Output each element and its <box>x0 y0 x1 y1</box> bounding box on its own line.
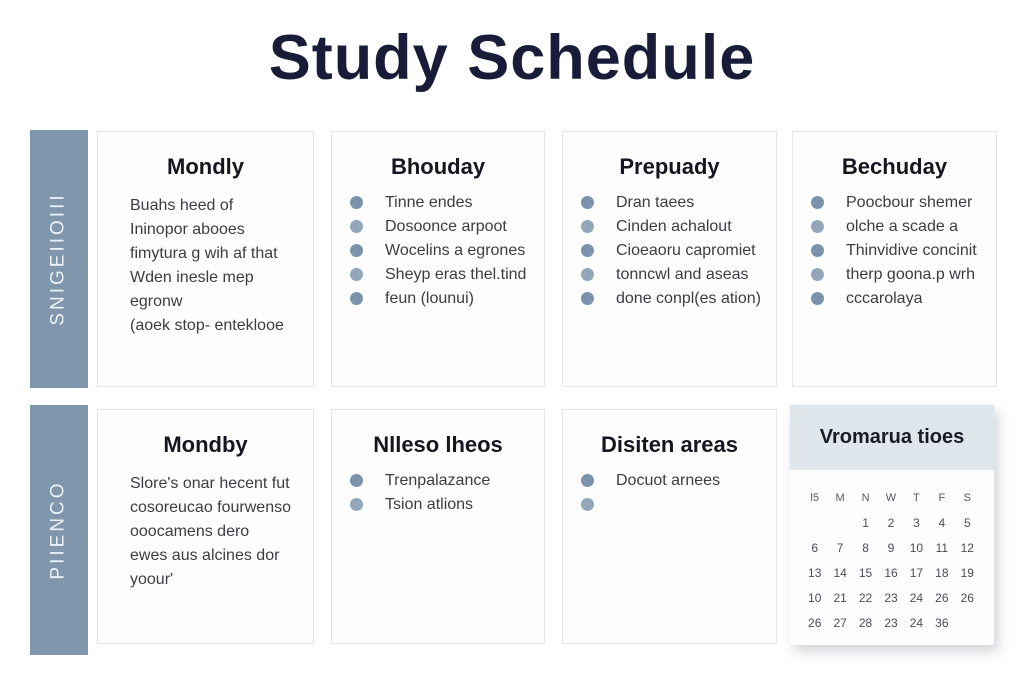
bullet-item <box>581 292 768 305</box>
card-bullet-list <box>563 472 776 511</box>
bullet-item <box>350 474 536 487</box>
calendar-day-cell: 23 <box>884 616 898 630</box>
bullet-label: Poocbour shemer <box>846 194 973 211</box>
bullet-item <box>350 268 536 281</box>
bullet-dot-icon <box>581 268 594 281</box>
paragraph-line: Ininopor abooes <box>130 221 245 238</box>
calendar-day-cell: 24 <box>909 591 924 605</box>
bullet-label: done conpl(es ation) <box>616 290 761 307</box>
bullet-label: Tinne endes <box>385 194 473 211</box>
calendar-day-cell: 21 <box>833 591 847 605</box>
paragraph-line: cosoreucao fourwenso <box>130 499 291 516</box>
bullet-label: olche a scade a <box>846 218 959 235</box>
page-title: Study Schedule <box>268 23 756 93</box>
card-bullet-list <box>793 194 996 305</box>
calendar-day-cell <box>955 617 980 630</box>
calendar-day-cell: 5 <box>963 516 971 530</box>
bullet-dot-icon <box>811 196 824 209</box>
paragraph-line: (aoek stop- enteklooe <box>130 317 284 334</box>
bullet-label: Dosoonce arpoot <box>385 218 507 235</box>
calendar-day-cell <box>802 517 827 530</box>
paragraph-line: ewes aus alcines dor <box>130 547 280 564</box>
bullet-dot-icon <box>350 292 363 305</box>
schedule-card-bottom-2 <box>331 409 545 644</box>
bullet-dot-icon <box>811 220 824 233</box>
bullet-item <box>811 220 988 233</box>
schedule-card-top-2 <box>331 131 545 387</box>
bullet-dot-icon <box>350 498 363 511</box>
card-title: Mondby <box>163 432 248 457</box>
calendar-day-cell: 4 <box>938 516 946 530</box>
calendar-day-cell: 10 <box>909 541 924 555</box>
card-title: Mondly <box>167 154 244 179</box>
bullet-dot-icon <box>350 268 363 281</box>
calendar-weekday: N <box>861 492 870 504</box>
bullet-label: Docuot arnees <box>616 472 721 489</box>
calendar-day-cell: 23 <box>884 591 898 605</box>
bullet-dot-icon <box>811 292 824 305</box>
bullet-label: Wocelins a egrones <box>385 242 526 259</box>
card-title: Bhouday <box>390 154 486 179</box>
calendar-day-cell: 9 <box>887 541 895 555</box>
bullet-item <box>581 268 768 281</box>
calendar-weekday: W <box>885 492 897 504</box>
bullet-dot-icon <box>350 474 363 487</box>
calendar-day-cell: 15 <box>858 566 873 580</box>
bullet-item <box>581 196 768 209</box>
bullet-dot-icon <box>581 474 594 487</box>
calendar-day-cell: 22 <box>858 591 873 605</box>
calendar-card <box>790 405 994 645</box>
bullet-dot-icon <box>350 220 363 233</box>
calendar-day-cell: 13 <box>808 566 822 580</box>
paragraph-line: Buahs heed of <box>130 197 234 214</box>
bullet-item <box>350 244 536 257</box>
schedule-card-top-1 <box>97 131 314 387</box>
calendar-weekday: l5 <box>810 492 819 504</box>
paragraph-line: fimytura g wih af that <box>130 245 278 262</box>
bullet-item <box>811 196 988 209</box>
bullet-label: Cioeaoru capromiet <box>616 242 756 259</box>
bullet-dot-icon <box>581 220 594 233</box>
calendar-day-cell: 18 <box>935 566 949 580</box>
calendar-day-cell: 36 <box>935 616 949 630</box>
bullet-label: feun (lounui) <box>385 290 474 307</box>
calendar-day-cell: 6 <box>811 541 819 555</box>
calendar-weekday: F <box>938 492 946 504</box>
bullet-dot-icon <box>581 244 594 257</box>
bullet-item <box>350 498 536 511</box>
card-title: Nlleso lheos <box>373 432 503 457</box>
paragraph-line: Slore's onar hecent fut <box>130 475 290 492</box>
bullet-item <box>350 220 536 233</box>
schedule-card-top-4 <box>792 131 997 387</box>
schedule-card-bottom-3 <box>562 409 777 644</box>
calendar-day-cell: 10 <box>808 591 822 605</box>
bullet-item <box>350 196 536 209</box>
calendar-weekday: T <box>913 492 920 504</box>
bullet-label: Thinvidive concinit <box>846 242 977 259</box>
bullet-label: Cinden achalout <box>616 218 732 235</box>
calendar-day-cell: 14 <box>833 566 847 580</box>
calendar-day-cell: 1 <box>862 516 869 530</box>
card-title: Disiten areas <box>601 432 738 457</box>
calendar-header-band <box>790 405 994 470</box>
bullet-item <box>811 292 988 305</box>
card-title: Bechuday <box>841 154 948 179</box>
calendar-day-cell: 16 <box>884 566 898 580</box>
calendar-title: Vromarua tioes <box>819 426 965 448</box>
sidebar-strip-bottom-label: PIIENCO <box>48 480 69 580</box>
bullet-dot-icon <box>350 244 363 257</box>
bullet-item <box>581 498 768 511</box>
bullet-dot-icon <box>581 196 594 209</box>
bullet-item <box>581 244 768 257</box>
calendar-day-grid <box>790 505 994 630</box>
calendar-day-cell: 7 <box>836 541 844 555</box>
bullet-dot-icon <box>811 244 824 257</box>
calendar-day-cell: 19 <box>960 566 974 580</box>
calendar-day-cell: 12 <box>960 541 974 555</box>
calendar-day-cell: 26 <box>960 591 974 605</box>
calendar-day-cell: 24 <box>909 616 924 630</box>
bullet-dot-icon <box>811 268 824 281</box>
sidebar-strip-bottom <box>30 405 88 655</box>
calendar-day-cell: 11 <box>935 541 949 555</box>
bullet-label: Sheyp eras thel.tind <box>385 266 527 283</box>
bullet-item <box>811 268 988 281</box>
calendar-day-cell: 26 <box>935 591 949 605</box>
card-bullet-list <box>563 194 776 305</box>
card-title: Prepuady <box>619 154 720 179</box>
bullet-label: therp goona.p wrh <box>846 266 975 283</box>
schedule-card-bottom-1 <box>97 409 314 644</box>
calendar-day-cell: 2 <box>887 516 895 530</box>
bullet-dot-icon <box>581 292 594 305</box>
bullet-item <box>581 220 768 233</box>
calendar-day-cell: 17 <box>909 566 924 580</box>
bullet-label: tonncwl and aseas <box>616 266 749 283</box>
bullet-item <box>581 474 768 487</box>
schedule-card-top-3 <box>562 131 777 387</box>
bullet-item <box>350 292 536 305</box>
card-bullet-list <box>332 472 544 511</box>
calendar-weekday: S <box>963 492 971 504</box>
calendar-weekday: M <box>835 492 845 504</box>
bullet-item <box>811 244 988 257</box>
calendar-day-cell: 27 <box>833 616 847 630</box>
card-paragraph <box>98 472 313 592</box>
paragraph-line: ooocamens dero <box>130 523 250 540</box>
calendar-day-cell: 26 <box>808 616 822 630</box>
bullet-label: Dran taees <box>616 194 695 211</box>
card-bullet-list <box>332 194 544 305</box>
calendar-day-cell: 8 <box>862 541 869 555</box>
bullet-dot-icon <box>581 498 594 511</box>
bullet-label: cccarolaya <box>846 290 923 307</box>
paragraph-line: yoour' <box>130 571 174 588</box>
calendar-day-cell: 28 <box>858 616 873 630</box>
sidebar-strip-top-label: SNIGEIIOIII <box>48 192 69 326</box>
calendar-day-cell: 3 <box>913 516 920 530</box>
calendar-weekday-row <box>790 470 994 505</box>
calendar-day-cell <box>827 517 852 530</box>
card-paragraph <box>98 194 313 338</box>
bullet-label: Trenpalazance <box>385 472 491 489</box>
sidebar-strip-top <box>30 130 88 388</box>
bullet-label: Tsion atlions <box>385 496 474 513</box>
bullet-dot-icon <box>350 196 363 209</box>
paragraph-line: Wden inesle mep egronw <box>130 269 254 310</box>
